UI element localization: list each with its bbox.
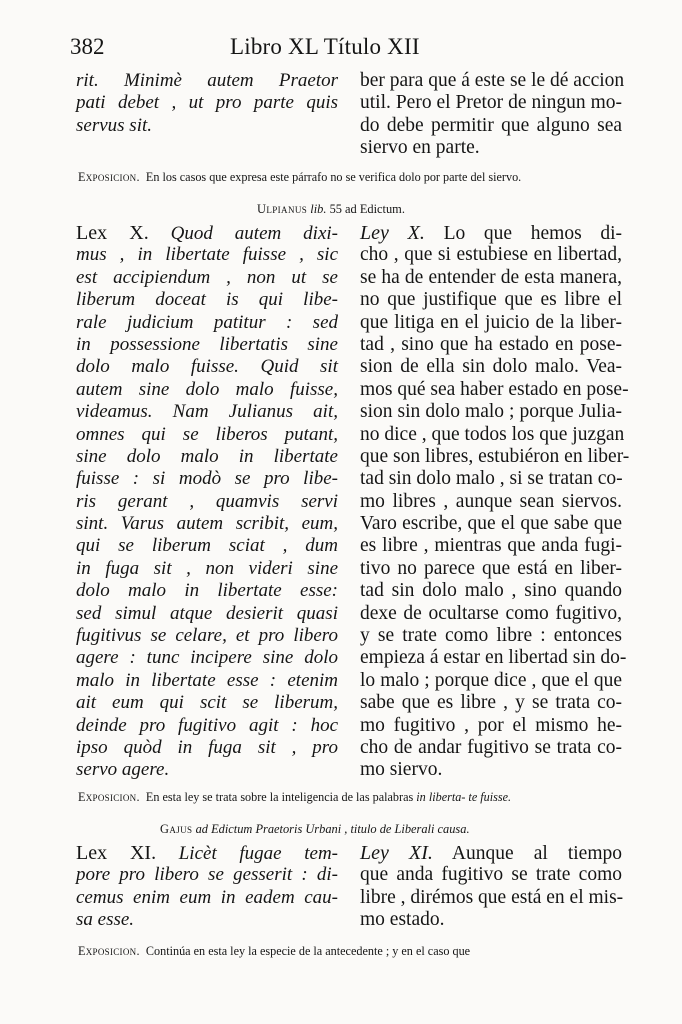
lex-lead: Lex XI. <box>76 842 157 864</box>
text-line: Lex X. Quod autem dixi- <box>76 222 338 244</box>
source-citation-1 <box>257 202 405 217</box>
text-line: sion de ella sin dolo malo. Vea- <box>360 356 622 378</box>
text-line: se ha de entender de esta manera, <box>360 266 622 288</box>
text-line: fugitivus se celare, et pro libero <box>76 625 338 647</box>
source-lib: lib. <box>310 202 327 216</box>
note-label: Exposicion. <box>78 944 140 958</box>
text-line: dolo malo fuisse. Quid sit <box>76 356 338 378</box>
text-line: que litiga en el juicio de la liber- <box>360 311 622 333</box>
lex10-latin <box>76 222 338 782</box>
text-line: servo agere. <box>76 759 170 781</box>
note-label: Exposicion. <box>78 790 140 804</box>
text-line: Ley XI. Aunque al tiempo <box>360 842 622 864</box>
text-line: mo estado. <box>360 909 445 931</box>
text-line: autem sine dolo malo fuisse, <box>76 378 338 400</box>
text-line: ris gerant , quamvis servi <box>76 490 338 512</box>
text-line: tad sin dolo malo , sino quando <box>360 580 622 602</box>
block1-latin <box>76 70 338 137</box>
text-line: pati debet , ut pro parte quis <box>76 92 338 114</box>
text-line: in fuga sit , non videri sine <box>76 557 338 579</box>
text-line: sion sin dolo malo ; porque Julia- <box>360 401 622 423</box>
text-line: dolo malo in libertate esse: <box>76 580 338 602</box>
lex-lead: Lex X. <box>76 222 149 244</box>
text-line: Varo escribe, que el que sabe que <box>360 513 622 535</box>
text-line: rale judicium patitur : sed <box>76 311 338 333</box>
text-line: ipso quòd in fuga sit , pro <box>76 736 338 758</box>
text-line: que son libres, estubiéron en liber- <box>360 445 630 467</box>
source-citation-2 <box>160 822 470 837</box>
text-line: omnes qui se liberos putant, <box>76 423 338 445</box>
text-line: sint. Varus autem scribit, eum, <box>76 513 338 535</box>
text-line: mo libres , aunque sean siervos. <box>360 490 622 512</box>
exposicion-note-2 <box>78 790 622 805</box>
text-line: mo siervo. <box>360 759 443 781</box>
text-line: videamus. Nam Julianus ait, <box>76 401 338 423</box>
text-line: es libre , mientras que anda fugi- <box>360 535 622 557</box>
text-line: sed simul atque desierit quasi <box>76 602 338 624</box>
text-line: est accipiendum , non ut se <box>76 266 338 288</box>
text-line: ber para que á este se le dé accion <box>360 70 625 91</box>
text-line: do debe permitir que alguno sea <box>360 114 622 136</box>
ley-lead: Ley X. <box>360 222 425 244</box>
lex10-spanish <box>360 222 630 782</box>
page-number: 382 <box>70 34 105 59</box>
text-line: mos qué sea haber estado en pose- <box>360 378 629 400</box>
text-line: tivo no parece que está en liber- <box>360 557 622 579</box>
note-text: En esta ley se trata sobre la inteligencia de las palabras <box>145 790 414 804</box>
text-line: mus , in libertate fuisse , sic <box>76 244 338 266</box>
text-line: servus sit. <box>76 114 152 136</box>
text-line: Ley X. Lo que hemos di- <box>360 222 623 244</box>
source-work: 55 ad Edictum. <box>329 202 405 216</box>
lex11-latin <box>76 842 338 932</box>
running-head: Libro XL Título XII <box>230 34 420 59</box>
source-work: ad Edictum Praetoris Urbani , titulo de Liberali causa. <box>195 822 470 836</box>
note-label: Exposicion. <box>78 170 140 184</box>
text-line: deinde pro fugitivo agit : hoc <box>76 714 338 736</box>
text-line: tad sin dolo malo , si se tratan co- <box>360 468 623 490</box>
text-line: empieza á estar en libertad sin do- <box>360 647 627 669</box>
text-line: dexe de ocultarse como fugitivo, <box>360 602 622 624</box>
block1-spanish <box>360 70 625 160</box>
note-italic-tail: in liberta- te fuisse. <box>416 790 512 804</box>
text-line: rit. Minimè autem Praetor <box>76 70 338 91</box>
ley-lead: Ley XI. <box>360 842 433 864</box>
text-line: in possessione libertatis sine <box>76 333 338 355</box>
text-line: cho de andar fugitivo se trata co- <box>360 736 622 758</box>
text-line: tad , sino que ha estado en pose- <box>360 333 622 355</box>
source-author: Gajus <box>160 822 193 836</box>
text-line: no dice , que todos los que juzgan <box>360 423 625 445</box>
text-line: no que justifique que es libre el <box>360 289 622 311</box>
exposicion-note-3 <box>78 944 622 959</box>
text-line: agere : tunc incipere sine dolo <box>76 647 338 669</box>
text-line: Lex XI. Licèt fugae tem- <box>76 842 338 864</box>
source-author: Ulpianus <box>257 202 308 216</box>
text-line: siervo en parte. <box>360 137 480 159</box>
note-text: Continúa en esta ley la especie de la antecedente ; y en el caso que <box>145 944 471 958</box>
text-line: libre , dirémos que está en el mis- <box>360 886 624 908</box>
note-text: En los casos que expresa este párrafo no se verifica dolo por parte del siervo. <box>145 170 522 184</box>
text-line: sabe que es libre , y se trata co- <box>360 692 622 714</box>
text-line: sine dolo malo in libertate <box>76 445 338 467</box>
text-line: cemus enim eum in eadem cau- <box>76 886 338 908</box>
text-line: lo malo ; porque dice , que el que <box>360 669 622 691</box>
lex11-spanish <box>360 842 622 932</box>
text-line: fuisse : si modò se pro libe- <box>76 468 338 490</box>
text-line: ait eum qui scit se liberum, <box>76 692 338 714</box>
text-line: util. Pero el Pretor de ningun mo- <box>360 92 622 114</box>
text-line: mo fugitivo , por el mismo he- <box>360 714 622 736</box>
text-line: sa esse. <box>76 909 135 931</box>
page-header <box>70 34 630 62</box>
text-line: pore pro libero se gesserit : di- <box>76 864 338 886</box>
text-line: malo in libertate esse : etenim <box>76 669 338 691</box>
exposicion-note-1 <box>78 170 622 185</box>
text-line: liberum doceat is qui libe- <box>76 289 338 311</box>
text-line: y se trate como libre : entonces <box>360 625 622 647</box>
text-line: cho , que si estubiese en libertad, <box>360 244 622 266</box>
text-line: que anda fugitivo se trate como <box>360 864 622 886</box>
text-line: qui se liberum sciat , dum <box>76 535 338 557</box>
